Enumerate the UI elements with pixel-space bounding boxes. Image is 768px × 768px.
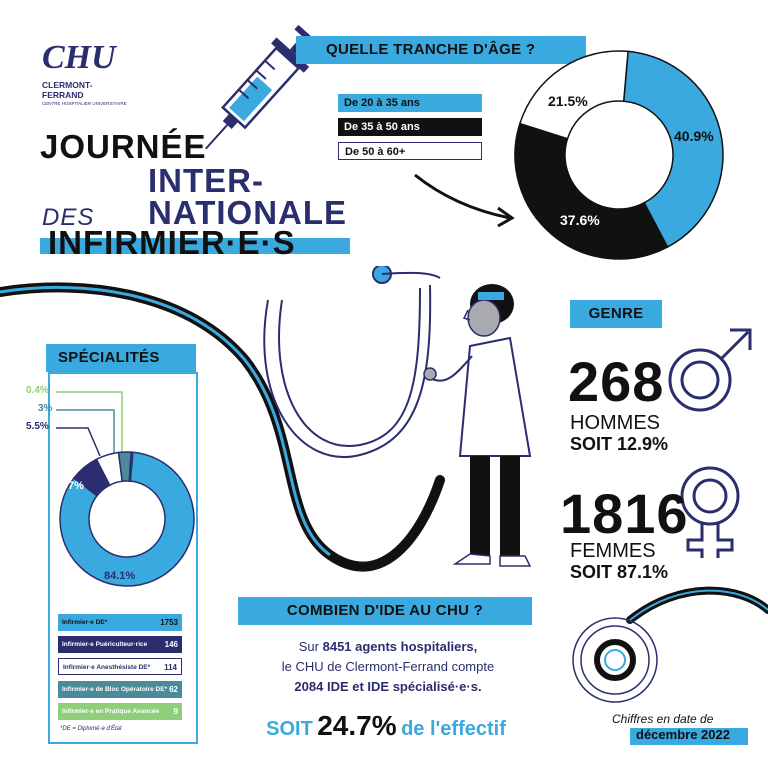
spec-label-3: 3% [38,403,53,414]
spec-row-puericulteur [58,636,182,653]
spec-row-label: Infirmier·e DE* [62,619,108,626]
spec-row-value: 9 [173,707,178,716]
spec-label-84-1: 84.1% [104,570,136,582]
spec-row-bloc [58,681,182,698]
spec-row-label: Infirmier·e Anesthésiste DE* [63,664,151,671]
women-label: FEMMES [570,540,656,562]
spec-row-pratique-avancee [58,703,182,720]
spec-footnote: *DE = Diplomé·e d'État [60,726,122,732]
spec-label-5-5: 5.5% [26,421,49,432]
age-legend-50-60: De 50 à 60+ [338,142,482,160]
age-heading: QUELLE TRANCHE D'ÂGE ? [296,36,586,64]
spec-label-7: 7% [68,480,84,492]
age-slice-label-2: 37.6% [560,212,600,228]
spec-row-label: Infirmier·e de Bloc Opératoire DE* [62,686,168,693]
age-slice-label-1: 40.9% [674,128,714,144]
age-legend-35-50: De 35 à 50 ans [338,118,482,136]
spec-leader-lines [0,0,230,480]
spec-row-value: 146 [164,640,178,649]
specialites-heading: SPÉCIALITÉS [46,344,196,372]
spec-row-value: 62 [169,685,178,694]
age-donut-chart [508,50,730,260]
male-icon [660,318,765,428]
ide-summary [236,710,536,742]
ide-percent: 24.7% [317,710,397,741]
ide-rest: de l'effectif [401,718,506,740]
arrow-icon [410,170,520,230]
spec-row-anesthesiste [58,658,182,675]
spec-row-label: Infirmier·e Puériculteur·rice [62,641,148,648]
spec-row-ide [58,614,182,631]
ide-line-2: le CHU de Clermont-Ferrand compte [281,659,495,674]
logo-mark: CHU [42,39,116,76]
men-count: 268 [568,350,665,413]
spec-row-label: Infirmier·e en Pratique Avancée [62,708,160,715]
ide-line-1-bold: 8451 agents hospitaliers, [322,639,478,654]
women-count: 1816 [560,482,689,545]
logo-subtitle: CENTRE HOSPITALIER UNIVERSITAIRE [42,101,127,106]
nurse-illustration [360,266,540,576]
genre-heading: GENRE [570,300,662,328]
ide-soit: SOIT [266,718,313,740]
men-percent: SOIT 12.9% [570,434,669,454]
spec-label-0-4: 0.4% [26,385,49,396]
women-percent: SOIT 87.1% [570,562,669,582]
men-label: HOMMES [570,412,660,434]
ide-line-1 [228,637,548,657]
title-line-3: NATIONALE [148,194,348,231]
title-line-5: INFIRMIER·E·S [48,224,296,261]
age-slice-2 [515,124,667,259]
specialites-donut-chart [58,450,196,588]
title-line-2: INTER- [148,162,264,199]
ide-line-1-pre: Sur [298,639,323,654]
ide-text [228,637,548,697]
date-value: décembre 2022 [636,727,730,742]
age-slice-label-3: 21.5% [548,93,588,109]
date-caption: Chiffres en date de [612,712,714,726]
title-line-1: JOURNÉE [40,128,207,165]
logo-name: CLERMONT-FERRAND [42,80,93,100]
ide-heading: COMBIEN D'IDE AU CHU ? [238,597,532,625]
spec-row-value: 114 [164,663,177,672]
title-line-4: DES [42,204,95,231]
age-legend-20-35: De 20 à 35 ans [338,94,482,112]
spec-row-value: 1753 [160,618,178,627]
ide-line-3: 2084 IDE et IDE spécialisé·e·s. [294,679,482,694]
